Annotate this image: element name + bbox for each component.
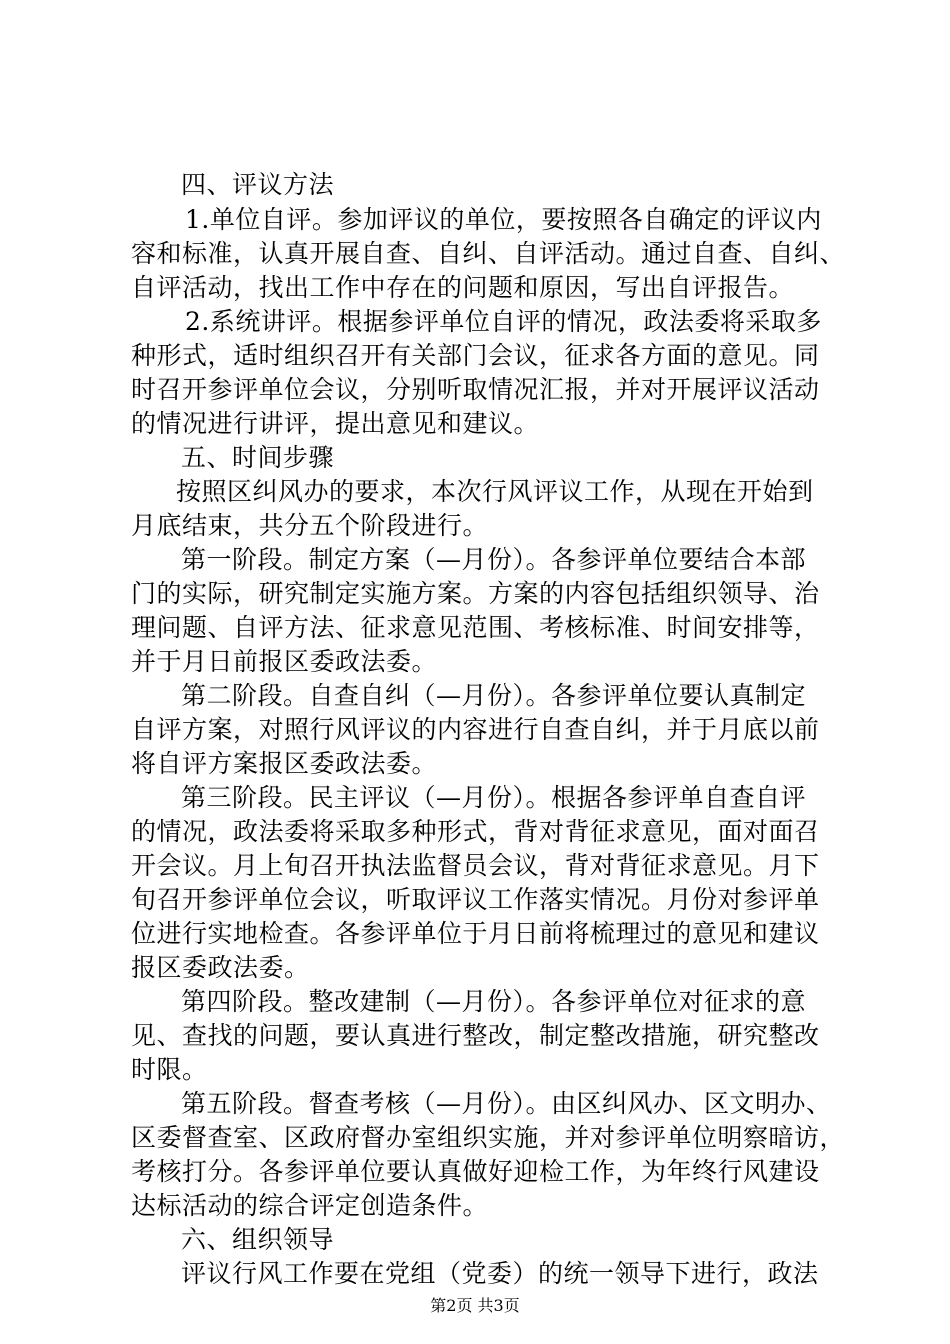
paragraph-line: 报区委政法委。 xyxy=(131,953,310,982)
paragraph-line: 的情况进行讲评，提出意见和建议。 xyxy=(131,409,540,438)
paragraph-line: 理问题、自评方法、征求意见范围、考核标准、时间安排等， xyxy=(131,613,820,642)
paragraph-line: 并于月日前报区委政法委。 xyxy=(131,647,438,676)
paragraph-line: 开会议。月上旬召开执法监督员会议，背对背征求意见。月下 xyxy=(131,851,820,880)
paragraph-line: 2.系统讲评。根据参评单位自评的情况，政法委将采取多 xyxy=(185,307,822,336)
paragraph-line: 的情况，政法委将采取多种形式，背对背征求意见，面对面召 xyxy=(131,817,820,846)
section-heading-organization-leadership: 六、组织领导 xyxy=(181,1225,335,1254)
section-heading-evaluation-method: 四、评议方法 xyxy=(181,170,335,199)
paragraph-line: 种形式，适时组织召开有关部门会议，征求各方面的意见。同 xyxy=(131,341,820,370)
paragraph-line: 自评活动，找出工作中存在的问题和原因，写出自评报告。 xyxy=(131,273,795,302)
paragraph-line: 1.单位自评。参加评议的单位，要按照各自确定的评议内 xyxy=(185,205,822,234)
paragraph-line: 评议行风工作要在党组（党委）的统一领导下进行，政法 xyxy=(181,1259,819,1288)
paragraph-line: 达标活动的综合评定创造条件。 xyxy=(131,1191,489,1220)
paragraph-line: 旬召开参评单位会议，听取评议工作落实情况。月份对参评单 xyxy=(131,885,820,914)
paragraph-line: 按照区纠风办的要求，本次行风评议工作，从现在开始到 xyxy=(176,477,814,506)
paragraph-line: 容和标准，认真开展自查、自纠、自评活动。通过自查、自纠、 xyxy=(131,239,846,268)
paragraph-line: 门的实际，研究制定实施方案。方案的内容包括组织领导、治 xyxy=(131,579,820,608)
paragraph-line: 第二阶段。自查自纠（—月份）。各参评单位要认真制定 xyxy=(181,681,807,710)
paragraph-line: 第一阶段。制定方案（—月份）。各参评单位要结合本部 xyxy=(181,545,807,574)
paragraph-line: 时召开参评单位会议，分别听取情况汇报，并对开展评议活动 xyxy=(131,375,820,404)
section-heading-time-steps: 五、时间步骤 xyxy=(181,443,335,472)
paragraph-line: 见、查找的问题，要认真进行整改，制定整改措施，研究整改 xyxy=(131,1021,820,1050)
paragraph-line: 考核打分。各参评单位要认真做好迎检工作，为年终行风建设 xyxy=(131,1157,820,1186)
paragraph-line: 时限。 xyxy=(131,1055,208,1084)
paragraph-line: 第三阶段。民主评议（—月份）。根据各参评单自查自评 xyxy=(181,783,807,812)
paragraph-line: 第四阶段。整改建制（—月份）。各参评单位对征求的意 xyxy=(181,987,807,1016)
paragraph-line: 位进行实地检查。各参评单位于月日前将梳理过的意见和建议 xyxy=(131,919,820,948)
paragraph-line: 区委督查室、区政府督办室组织实施，并对参评单位明察暗访， xyxy=(131,1123,846,1152)
paragraph-line: 第五阶段。督查考核（—月份）。由区纠风办、区文明办、 xyxy=(181,1089,832,1118)
paragraph-line: 将自评方案报区委政法委。 xyxy=(131,749,438,778)
paragraph-line: 月底结束，共分五个阶段进行。 xyxy=(131,511,489,540)
paragraph-line: 自评方案，对照行风评议的内容进行自查自纠，并于月底以前 xyxy=(131,715,820,744)
page-number-footer: 第2页 共3页 xyxy=(430,1296,520,1315)
